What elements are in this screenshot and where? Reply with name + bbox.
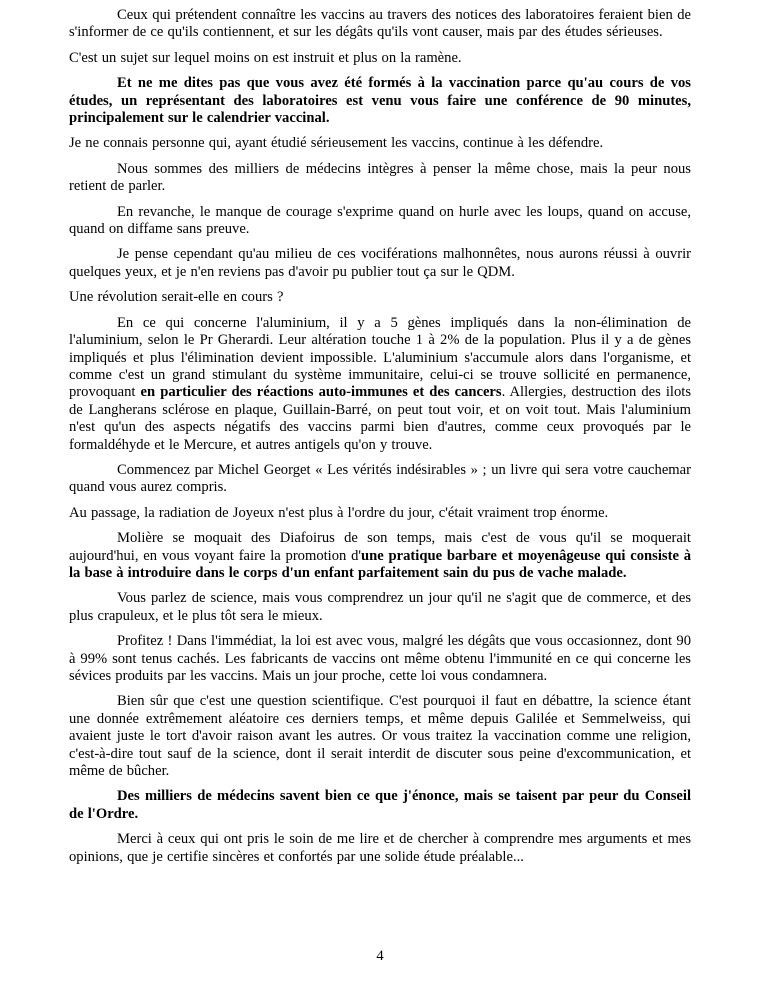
document-body xyxy=(69,7,691,874)
text-segment: Vous parlez de science, mais vous comprendrez un jour qu'il ne s'agit que de commerce, et des plus crapuleux, et le plus tôt sera le mieux. xyxy=(69,590,691,624)
paragraph xyxy=(69,590,691,625)
page-number: 4 xyxy=(376,948,384,964)
paragraph xyxy=(69,315,691,454)
bold-text-segment: une pratique barbare et moyenâgeuse qui consiste à la base à introduire dans le corps d'un enfant parfaitement sain du pus de vache malade. xyxy=(69,547,691,581)
paragraph xyxy=(69,530,691,582)
text-segment: En revanche, le manque de courage s'exprime quand on hurle avec les loups, quand on accuse, quand on diffame sans preuve. xyxy=(69,203,691,238)
text-segment: Profitez ! Dans l'immédiat, la loi est avec vous, malgré les dégâts que vous occasionnez, dont 90 à 99% sont tenus cachés. Les fabricants de vaccins ont même obtenu l'immunité en ce qui concerne les sévices produits par les vaccins. Mais un jour proche, cette loi vous condamnera. xyxy=(69,633,691,684)
text-segment: Merci à ceux qui ont pris le soin de me lire et de chercher à comprendre mes arguments et mes opinions, que je certifie sincères et confortés par une solide étude préalable... xyxy=(69,831,691,865)
text-segment: Je pense cependant qu'au milieu de ces vociférations malhonnêtes, nous aurons réussi à ouvrir quelques yeux, et je n'en reviens pas d'avoir pu publier tout ça sur le QDM. xyxy=(69,246,691,280)
bold-text-segment: en particulier des réactions auto-immunes et des cancers xyxy=(140,384,502,401)
paragraph xyxy=(69,788,691,823)
paragraph xyxy=(69,204,691,239)
text-segment: Nous sommes des milliers de médecins intègres à penser la même chose, mais la peur nous retient de parler. xyxy=(69,160,691,195)
text-segment: C'est un sujet sur lequel moins on est instruit et plus on la ramène. xyxy=(69,49,462,66)
text-segment: Bien sûr que c'est une question scientifique. C'est pourquoi il faut en débattre, la science étant une donnée extrêmement aléatoire ces derniers temps, et même depuis Galilée et Semmelweiss, qui avaient juste le tort d'avoir raison avant les autres. Or vous traitez la vaccination comme une religion, c'est-à-dire tout sauf de la science, dont il serait interdit de discuter sous peine d'excommunication, et même de bûcher. xyxy=(69,693,691,780)
paragraph xyxy=(69,462,691,497)
text-segment: Je ne connais personne qui, ayant étudié sérieusement les vaccins, continue à les défendre. xyxy=(69,135,604,152)
paragraph xyxy=(69,505,691,522)
paragraph xyxy=(69,831,691,866)
paragraph xyxy=(69,75,691,127)
text-segment: Ceux qui prétendent connaître les vaccins au travers des notices des laboratoires feraient bien de s'informer de ce qu'ils contiennent, et sur les dégâts qu'ils vont causer, mais par des études sérieuses. xyxy=(69,7,691,41)
text-segment: Une révolution serait-elle en cours ? xyxy=(69,289,284,306)
paragraph xyxy=(69,246,691,281)
paragraph xyxy=(69,7,691,42)
text-segment: . Allergies, destruction des ilots de Langherans sclérose en plaque, Guillain-Barré, on peut tout voir, et on voit tout. Mais l'aluminium n'est qu'un des aspects négatifs des vaccins parmi bien d'autres, comme ceux provoqués par le formaldéhyde et le Mercure, et autres antigels qu'on y trouve. xyxy=(69,384,692,453)
bold-text-segment: Et ne me dites pas que vous avez été formés à la vaccination parce qu'au cours de vos études, un représentant des laboratoires est venu vous faire une conférence de 90 minutes, principalement sur le calendrier vaccinal. xyxy=(69,75,691,127)
paragraph xyxy=(69,693,691,780)
paragraph xyxy=(69,135,691,152)
text-segment: Molière se moquait des Diafoirus de son temps, mais c'est de vous qu'il se moquerait aujourd'hui, en vous voyant faire la promotion d' xyxy=(69,530,691,564)
text-segment: En ce qui concerne l'aluminium, il y a 5 gènes impliqués dans la non-élimination de l'aluminium, selon le Pr Gherardi. Leur altération touche 1 à 2% de la population. Plus il y a de gènes impliqués et plus l'élimination devient impossible. L'aluminium s'accumule alors dans l'organisme, et comme c'est un grand stimulant du système immunitaire, celui-ci se trouve sollicité en permanence, provoquant xyxy=(69,314,691,401)
text-segment: Au passage, la radiation de Joyeux n'est plus à l'ordre du jour, c'était vraiment trop énorme. xyxy=(69,504,609,521)
text-segment: Commencez par Michel Georget « Les vérités indésirables » ; un livre qui sera votre cauchemar quand vous aurez compris. xyxy=(69,461,691,496)
paragraph xyxy=(69,50,691,67)
bold-text-segment: Des milliers de médecins savent bien ce que j'énonce, mais se taisent par peur du Conseil de l'Ordre. xyxy=(69,788,691,822)
paragraph xyxy=(69,633,691,685)
paragraph xyxy=(69,289,691,306)
paragraph xyxy=(69,161,691,196)
